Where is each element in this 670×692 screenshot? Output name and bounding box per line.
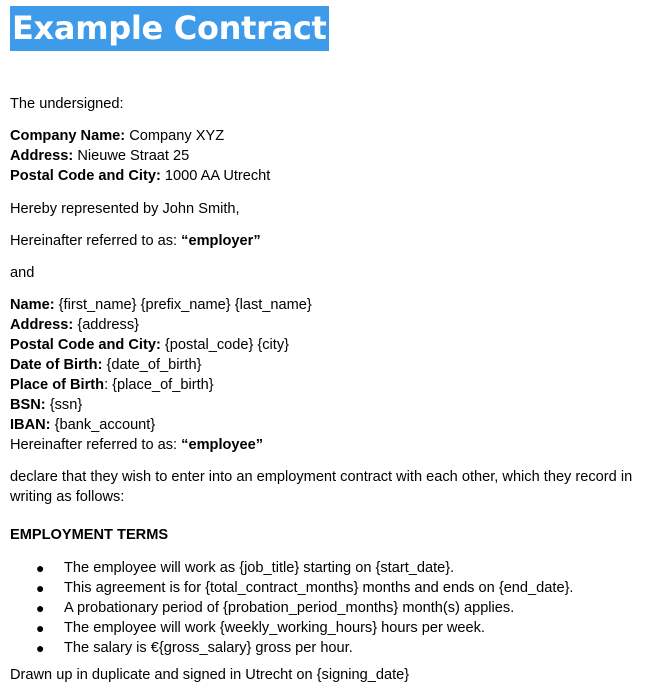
employer-ref-line <box>10 231 660 251</box>
employer-company-line <box>10 126 660 146</box>
employee-name-label: Name: <box>10 297 55 313</box>
term-text: A probationary period of {probation_period_months} month(s) applies. <box>64 600 515 616</box>
employee-iban-line <box>10 415 660 435</box>
closing-text <box>10 665 660 685</box>
employee-pob-line <box>10 375 660 395</box>
employee-ref-line <box>10 435 660 455</box>
document-title: Example Contract <box>10 6 329 51</box>
employee-details <box>10 295 660 455</box>
employee-pob-label: Place of Birth <box>10 377 105 393</box>
closing-line: Drawn up in duplicate and signed in Utrecht on {signing_date} <box>10 667 410 683</box>
employer-details <box>10 126 660 186</box>
employer-ref-term: “employer” <box>181 233 261 249</box>
bullet-icon: ● <box>36 600 45 616</box>
declaration-paragraph: declare that they wish to enter into an employment contract with each other, which they record in writing as follows: <box>10 469 633 505</box>
employer-ref-prefix: Hereinafter referred to as: <box>10 233 182 249</box>
company-value: Company XYZ <box>125 128 225 144</box>
bullet-icon: ● <box>36 580 45 596</box>
term-text: The employee will work {weekly_working_hours} hours per week. <box>64 620 485 636</box>
represented-line: Hereby represented by John Smith, <box>10 201 240 217</box>
employer-reference <box>10 231 660 251</box>
employee-iban-value: {bank_account} <box>50 417 156 433</box>
employer-postal-value: 1000 AA Utrecht <box>160 168 271 184</box>
employee-bsn-value: {ssn} <box>45 397 83 413</box>
term-text: The employee will work as {job_title} starting on {start_date}. <box>64 560 455 576</box>
employer-address-line <box>10 146 660 166</box>
list-item <box>10 558 650 578</box>
list-item <box>10 638 650 658</box>
employee-postal-label: Postal Code and City: <box>10 337 161 353</box>
employee-name-line <box>10 295 660 315</box>
employee-bsn-line <box>10 395 660 415</box>
bullet-icon: ● <box>36 560 45 576</box>
intro-text <box>10 94 660 114</box>
bullet-icon: ● <box>36 620 45 636</box>
employer-address-label: Address: <box>10 148 74 164</box>
and-text <box>10 263 660 283</box>
employee-address-label: Address: <box>10 317 74 333</box>
employer-address-value: Nieuwe Straat 25 <box>73 148 190 164</box>
employee-iban-label: IBAN: <box>10 417 51 433</box>
employee-address-line <box>10 315 660 335</box>
list-item <box>10 618 650 638</box>
employee-dob-line <box>10 355 660 375</box>
company-label: Company Name: <box>10 128 126 144</box>
list-item <box>10 578 650 598</box>
employee-dob-value: {date_of_birth} <box>102 357 202 373</box>
terms-list <box>10 558 650 658</box>
employer-postal-label: Postal Code and City: <box>10 168 161 184</box>
employee-pob-value: : {place_of_birth} <box>104 377 214 393</box>
bullet-icon: ● <box>36 640 45 656</box>
employee-ref-term: “employee” <box>181 437 264 453</box>
list-item <box>10 598 650 618</box>
employee-bsn-label: BSN: <box>10 397 46 413</box>
employee-name-value: {first_name} {prefix_name} {last_name} <box>54 297 312 313</box>
terms-heading-block <box>10 525 660 545</box>
employee-dob-label: Date of Birth: <box>10 357 103 373</box>
terms-heading: EMPLOYMENT TERMS <box>10 527 169 543</box>
term-text: This agreement is for {total_contract_months} months and ends on {end_date}. <box>64 580 574 596</box>
term-text: The salary is €{gross_salary} gross per hour. <box>64 640 353 656</box>
employee-ref-prefix: Hereinafter referred to as: <box>10 437 182 453</box>
employer-postal-line <box>10 166 660 186</box>
employee-postal-value: {postal_code} {city} <box>160 337 290 353</box>
represented-text <box>10 199 660 219</box>
intro-line: The undersigned: <box>10 96 124 112</box>
employee-postal-line <box>10 335 660 355</box>
and-line: and <box>10 265 35 281</box>
employee-address-value: {address} <box>73 317 139 333</box>
